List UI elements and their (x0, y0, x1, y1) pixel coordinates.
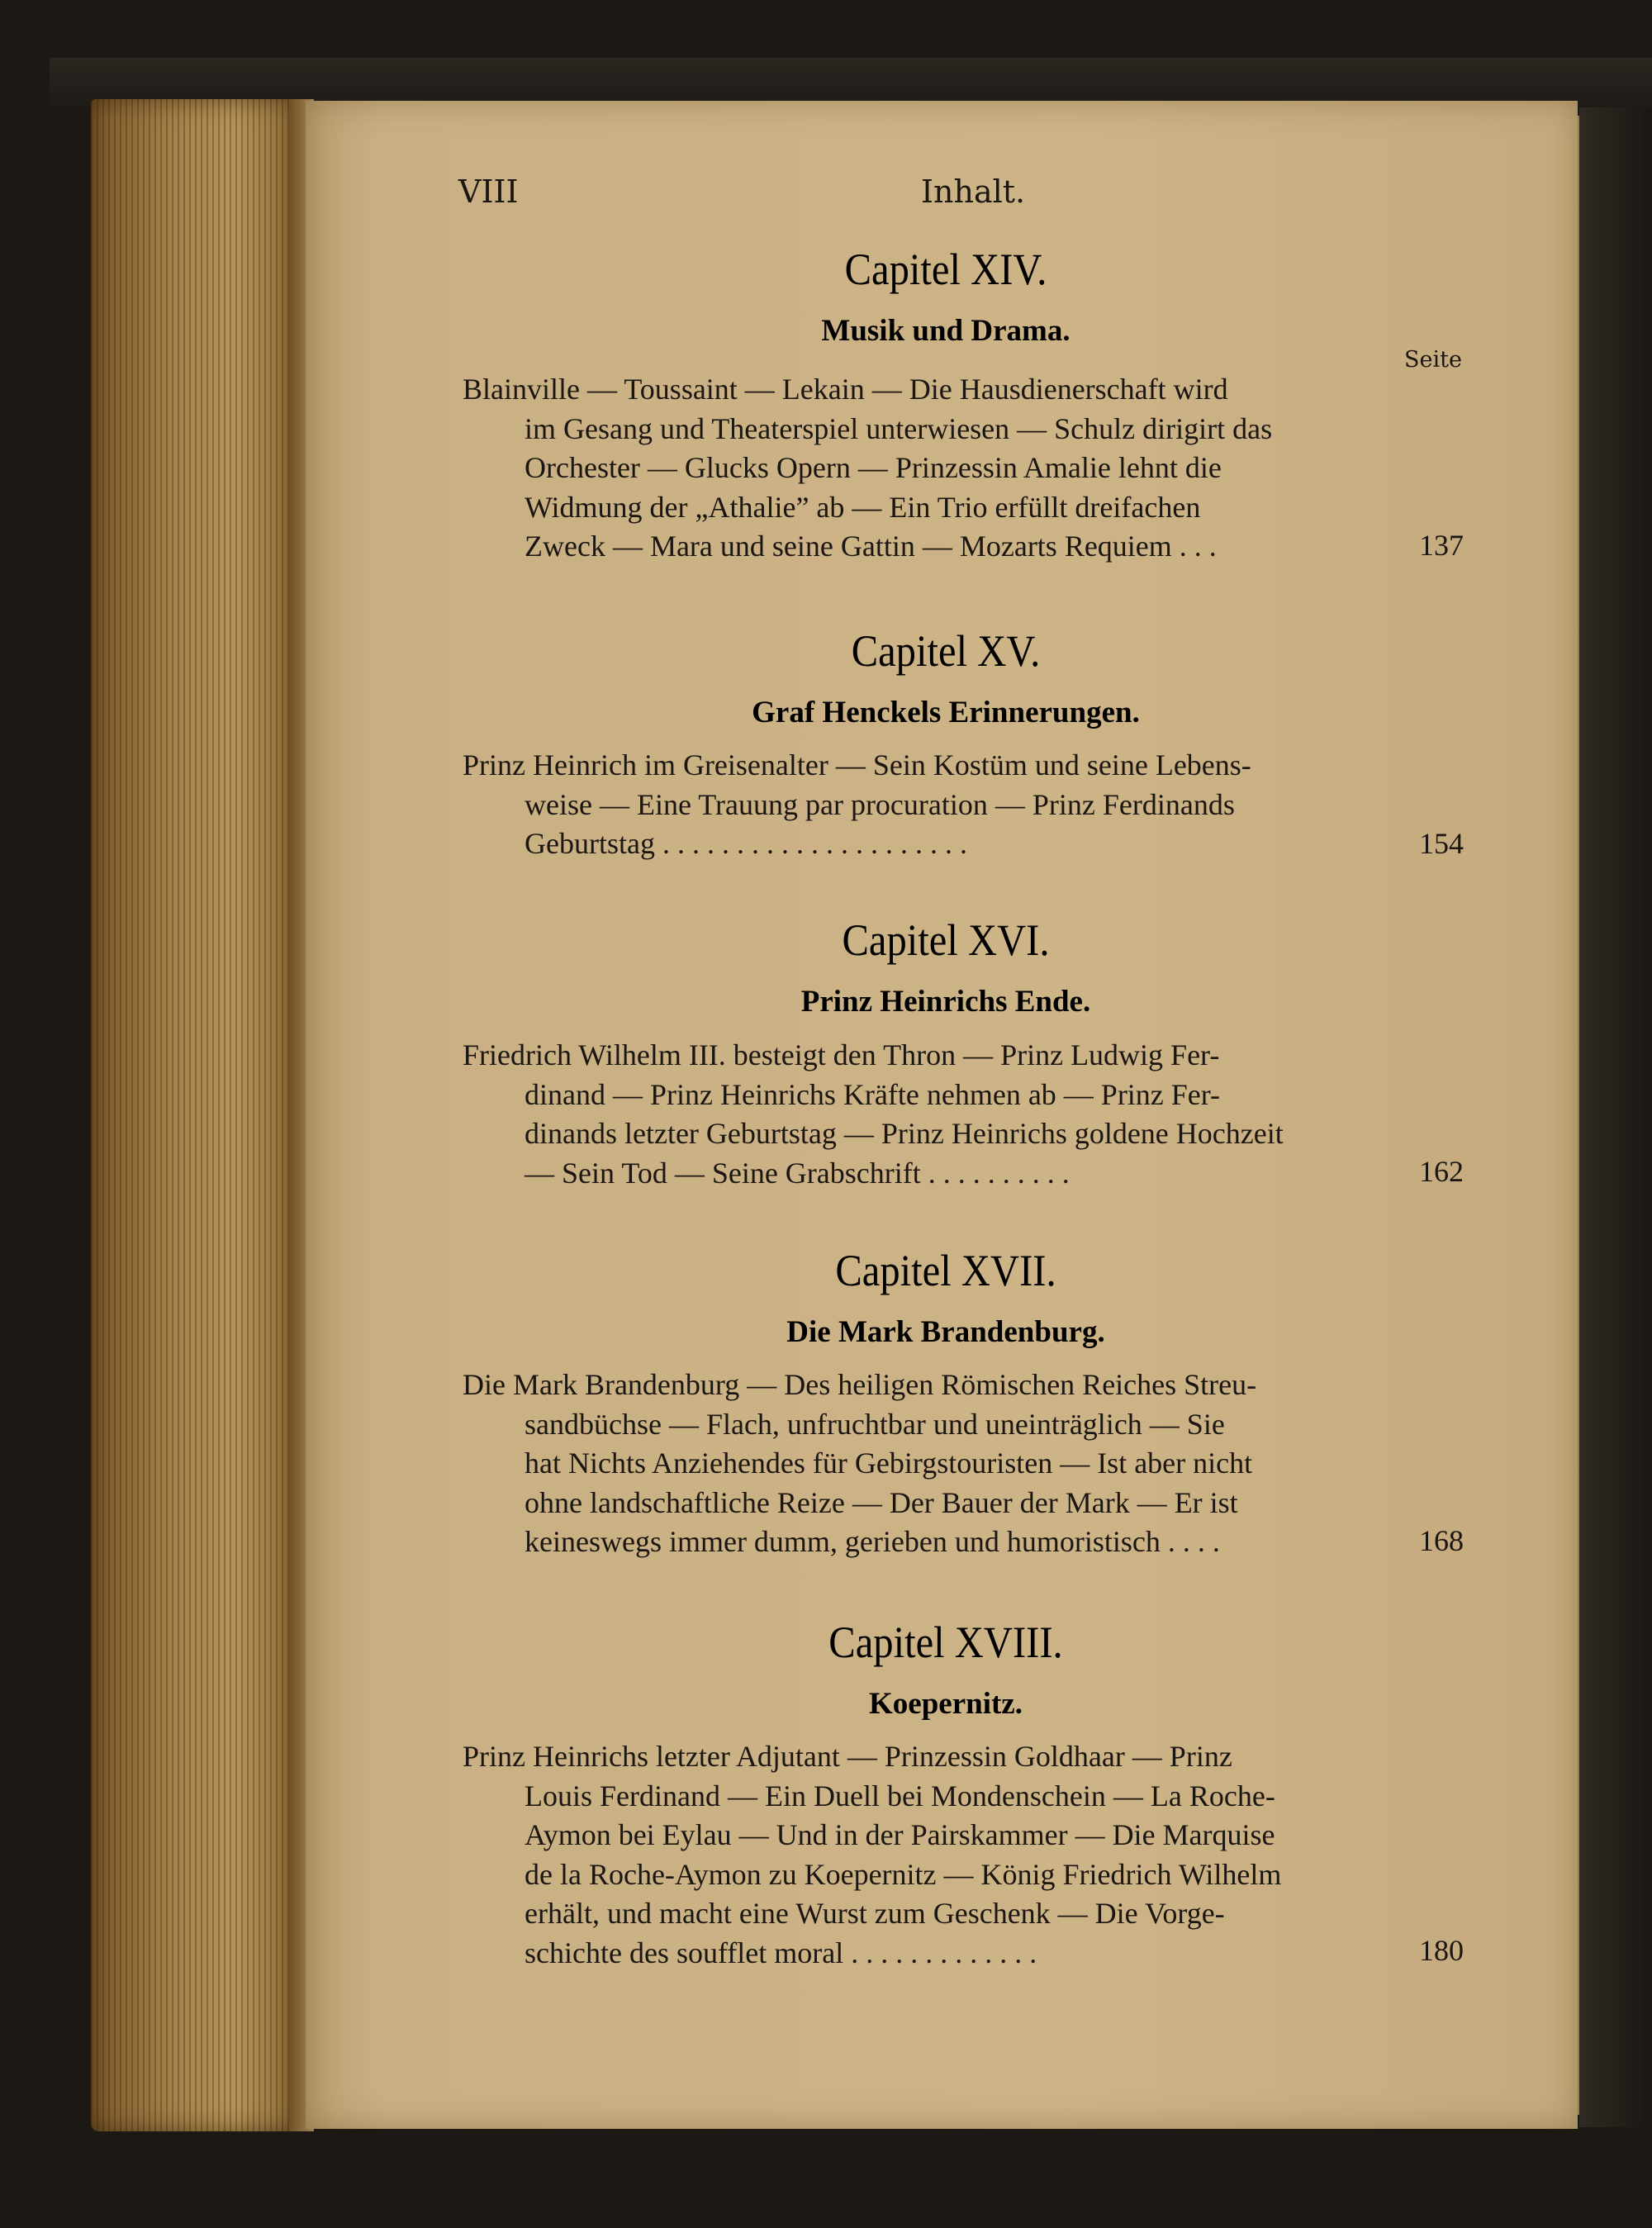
summary-line: hat Nichts Anziehendes für Gebirgstouristen — Ist aber nicht (525, 1447, 1253, 1480)
chapter-summary (463, 1737, 1396, 1973)
summary-line: Prinz Heinrich im Greisenalter — Sein Kostüm und seine Lebens- (463, 748, 1251, 781)
summary-line: dinand — Prinz Heinrichs Kräfte nehmen ab — Prinz Fer- (525, 1077, 1221, 1111)
chapter-title: Capitel XVI. (842, 915, 1050, 965)
summary-line: sandbüchse — Flach, unfruchtbar und uneinträglich — Sie (525, 1407, 1225, 1441)
summary-line: Widmung der „Athalie” ab — Ein Trio erfüllt dreifachen (525, 490, 1201, 524)
chapter-title: Capitel XVIII. (828, 1618, 1063, 1667)
chapter-summary (463, 1366, 1396, 1562)
page-stack-edge (91, 99, 297, 2131)
summary-line: im Gesang und Theaterspiel unterwiesen — Schulz dirigirt das (525, 411, 1273, 445)
chapter-subtitle: Prinz Heinrichs Ende. (800, 985, 1091, 1019)
summary-line: erhält, und macht eine Wurst zum Geschenk — Die Vorge- (525, 1897, 1225, 1930)
summary-line: Prinz Heinrichs letzter Adjutant — Prinzessin Goldhaar — Prinz (463, 1740, 1232, 1773)
chapter-title: Capitel XVII. (835, 1246, 1056, 1295)
summary-line: Friedrich Wilhelm III. besteigt den Thron — Prinz Ludwig Fer- (463, 1038, 1220, 1071)
summary-line: Blainville — Toussaint — Lekain — Die Hausdienerschaft wird (463, 373, 1228, 406)
summary-line: keineswegs immer dumm, gerieben und humoristisch . . . . (525, 1525, 1220, 1558)
page-reference: 162 (1419, 1155, 1464, 1188)
chapter-heading (458, 1617, 1433, 1722)
chapter-heading (458, 244, 1433, 349)
page-reference: 137 (1419, 529, 1464, 562)
chapter-summary (463, 1036, 1396, 1193)
facing-page (1579, 107, 1652, 2127)
summary-line: Orchester — Glucks Opern — Prinzessin Amalie lehnt die (525, 451, 1222, 484)
summary-line: de la Roche-Aymon zu Koepernitz — König Friedrich Wilhelm (525, 1857, 1282, 1891)
chapter-heading (458, 914, 1433, 1019)
chapter-subtitle: Die Mark Brandenburg. (786, 1315, 1105, 1349)
page-reference: 180 (1419, 1934, 1464, 1967)
page-reference: 154 (1419, 827, 1464, 860)
chapter-summary (463, 370, 1396, 567)
chapter-title: Capitel XIV. (844, 245, 1047, 294)
page-folio: VIII (458, 173, 519, 210)
chapter-subtitle: Koepernitz. (869, 1687, 1023, 1721)
seite-label: Seite (1404, 347, 1462, 373)
summary-line: dinands letzter Geburtstag — Prinz Heinrichs goldene Hochzeit (525, 1117, 1284, 1150)
summary-line: Louis Ferdinand — Ein Duell bei Mondenschein — La Roche- (525, 1779, 1275, 1812)
chapter-subtitle: Musik und Drama. (821, 314, 1070, 348)
summary-line: — Sein Tod — Seine Grabschrift . . . . . . . . . . (525, 1156, 1070, 1190)
page-reference: 168 (1419, 1524, 1464, 1557)
chapter-heading (458, 1245, 1433, 1350)
chapter-subtitle: Graf Henckels Erinnerungen. (752, 696, 1140, 729)
summary-line: Aymon bei Eylau — Und in der Pairskammer — Die Marquise (525, 1818, 1275, 1851)
running-title: Inhalt. (921, 173, 1026, 210)
summary-line: Die Mark Brandenburg — Des heiligen Römischen Reiches Streu- (463, 1368, 1257, 1401)
chapter-summary (463, 746, 1396, 864)
summary-line: weise — Eine Trauung par procuration — Prinz Ferdinands (525, 787, 1235, 821)
chapter-title: Capitel XV. (851, 626, 1041, 676)
summary-line: schichte des soufflet moral . . . . . . . . . . . . . (525, 1936, 1037, 1969)
chapter-heading (458, 625, 1433, 730)
summary-line: Geburtstag . . . . . . . . . . . . . . . . . . . . . (525, 827, 967, 860)
summary-line: Zweck — Mara und seine Gattin — Mozarts Requiem . . . (525, 530, 1217, 563)
summary-line: ohne landschaftliche Reize — Der Bauer der Mark — Er ist (525, 1485, 1238, 1519)
